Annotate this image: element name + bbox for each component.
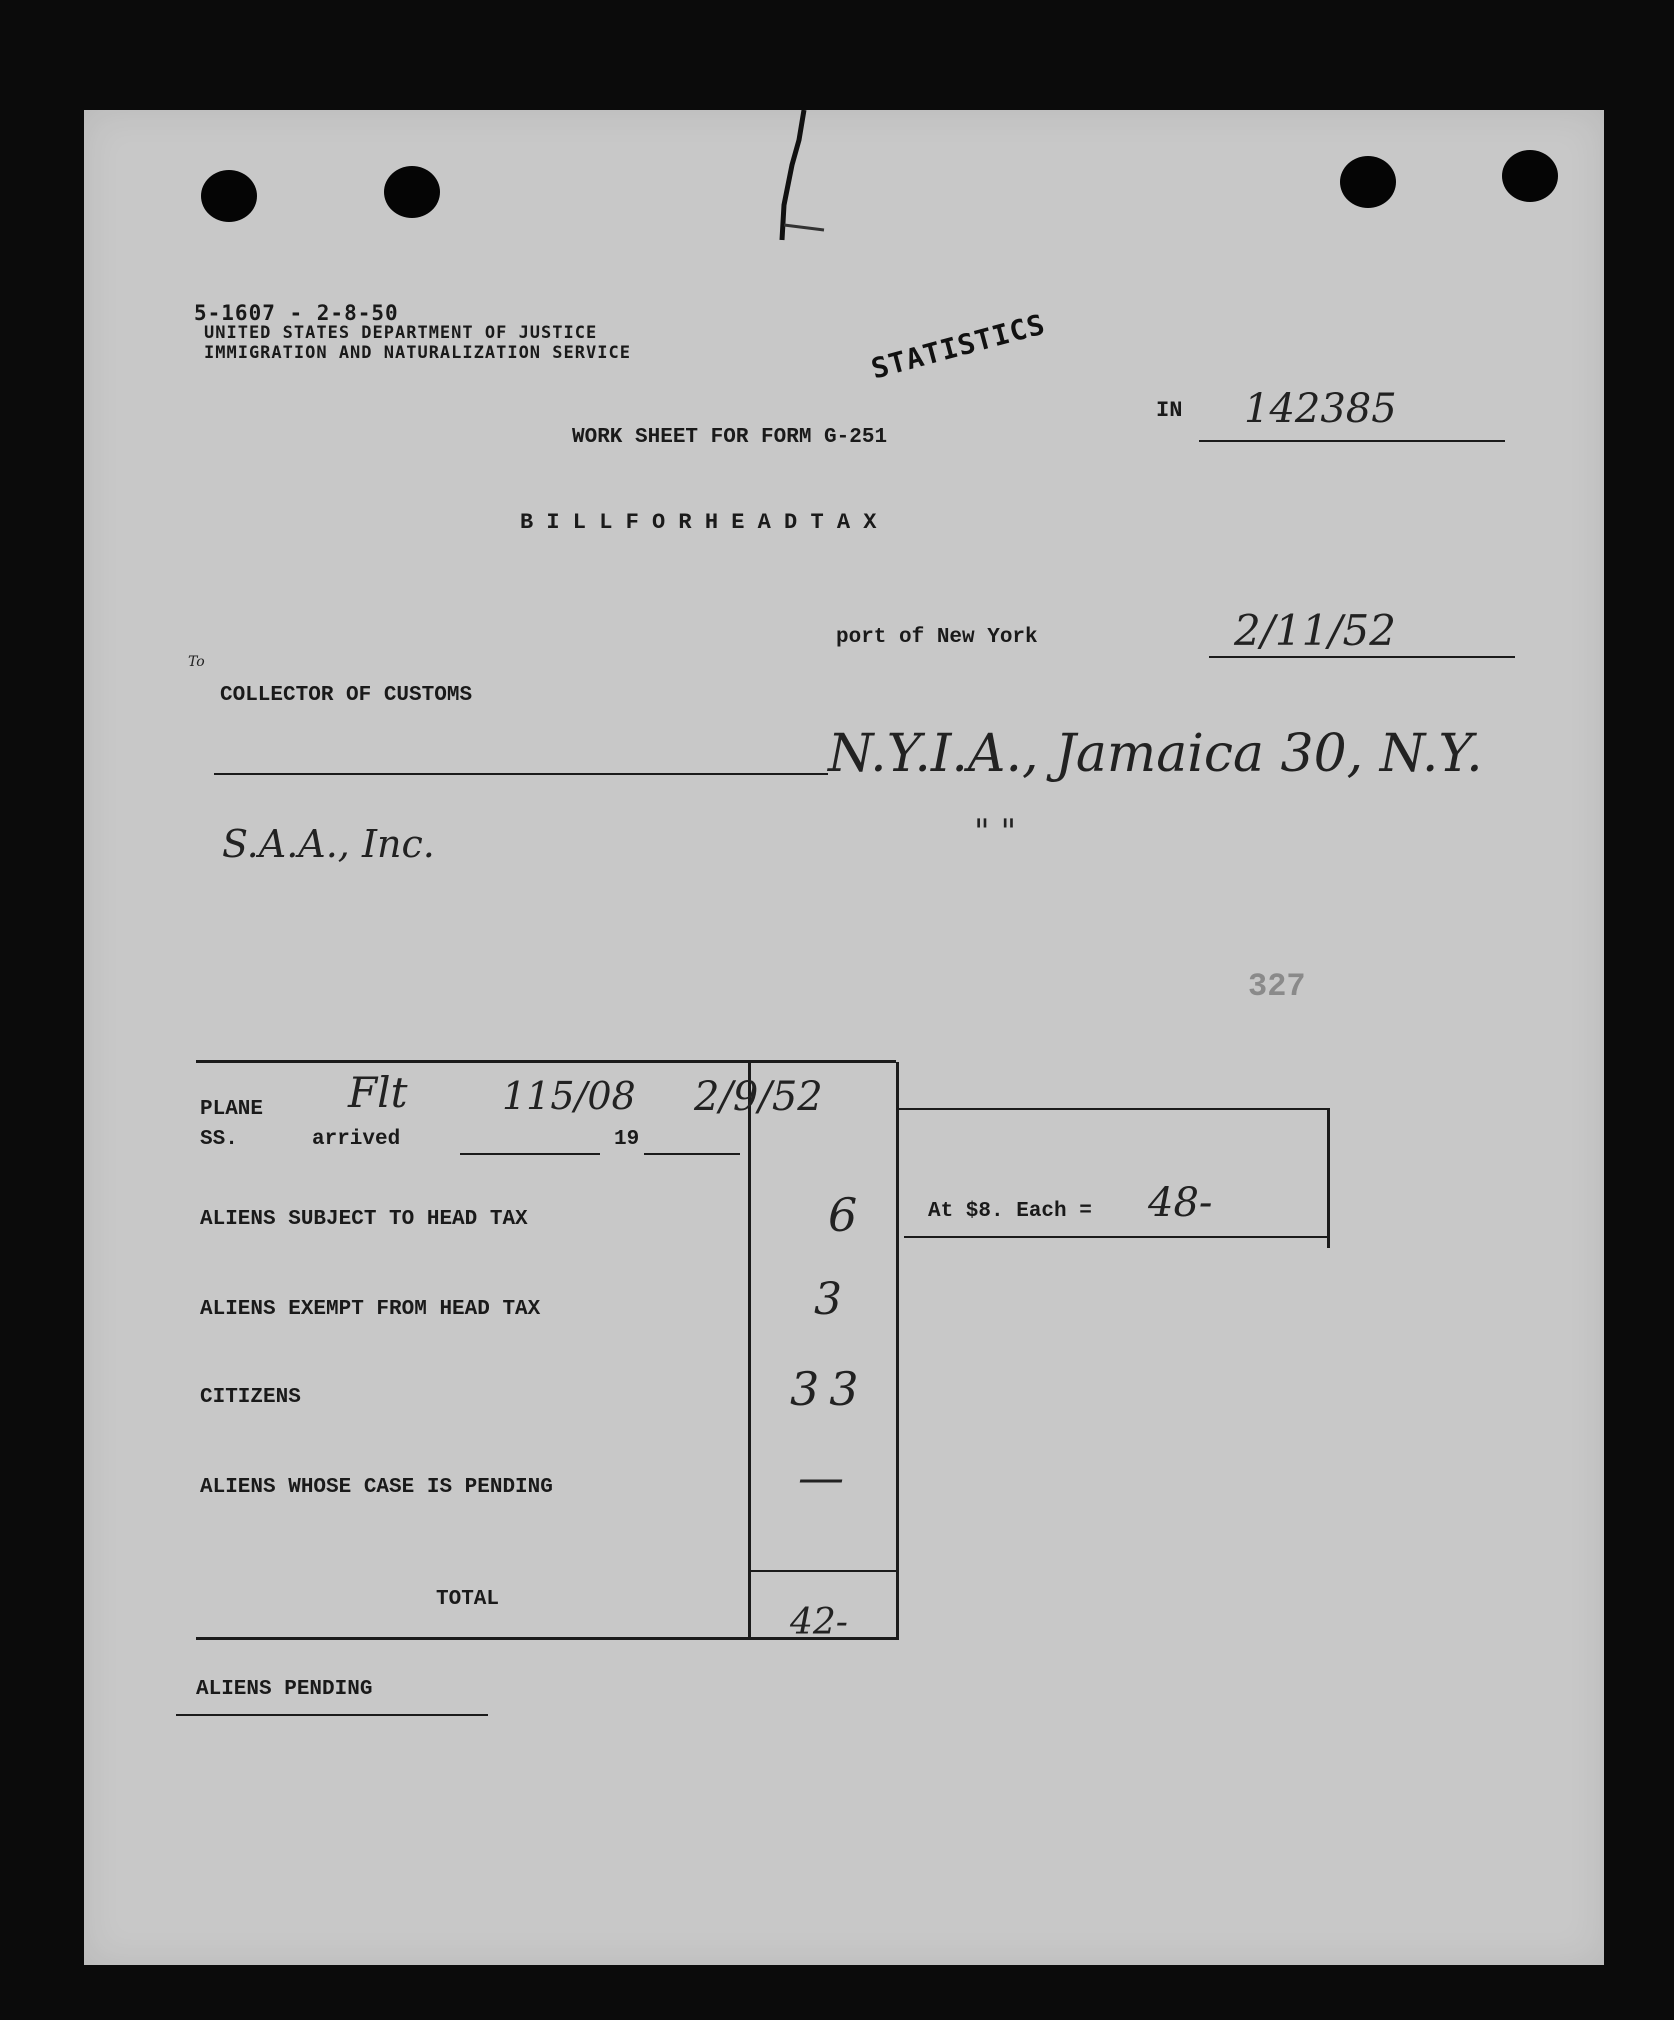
collector-location: N.Y.I.A., Jamaica 30, N.Y. (828, 724, 1483, 784)
row-label-pending: ALIENS WHOSE CASE IS PENDING (200, 1476, 553, 1499)
total-label: TOTAL (436, 1588, 500, 1611)
row-label-exempt: ALIENS EXEMPT FROM HEAD TAX (200, 1298, 541, 1321)
rate-total: 48- (1148, 1180, 1213, 1226)
year-underline (644, 1153, 740, 1155)
worksheet-title: WORK SHEET FOR FORM G-251 (572, 426, 888, 449)
flight-label: Flt (348, 1068, 408, 1117)
collector-label: COLLECTOR OF CUSTOMS (220, 684, 473, 707)
collector-underline (214, 773, 828, 775)
date-underline (1209, 656, 1515, 658)
page-number: 327 (1248, 968, 1306, 1005)
table-column-divider-right (896, 1062, 899, 1637)
service-name: IMMIGRATION AND NATURALIZATION SERVICE (204, 343, 631, 363)
total-divider (748, 1570, 898, 1572)
aliens-pending-underline (176, 1714, 488, 1716)
rate-box-bottom (904, 1236, 1330, 1238)
department-name: UNITED STATES DEPARTMENT OF JUSTICE (204, 323, 598, 343)
arrival-date: 2/9/52 (694, 1074, 823, 1120)
aliens-pending-label: ALIENS PENDING (196, 1678, 373, 1701)
arrived-underline (460, 1153, 600, 1155)
in-number: 142385 (1244, 386, 1397, 432)
rate-label: At $8. Each = (928, 1200, 1092, 1223)
in-number-underline (1199, 440, 1505, 442)
arrived-label: arrived (312, 1128, 401, 1151)
table-column-divider-left (748, 1062, 751, 1637)
collector-prefix: To (188, 654, 205, 670)
document-page (84, 110, 1604, 1965)
statistics-stamp: STATISTICS (867, 307, 1049, 386)
table-top-border (196, 1060, 896, 1063)
total-value: 42- (790, 1602, 848, 1643)
ss-label: SS. (200, 1128, 238, 1151)
row-value-subject: 6 (828, 1188, 858, 1242)
row-value-citizens: 33 (790, 1362, 869, 1416)
carrier-name: S.A.A., Inc. (222, 822, 435, 866)
flight-number: 115/08 (502, 1074, 636, 1118)
plane-label: PLANE (200, 1098, 264, 1121)
rate-box-right (1327, 1108, 1330, 1248)
punch-hole (1340, 156, 1396, 208)
row-label-citizens: CITIZENS (200, 1386, 301, 1409)
year-prefix: 19 (614, 1128, 640, 1151)
row-value-exempt: 3 (814, 1274, 842, 1325)
rate-box-top (896, 1108, 1328, 1110)
ditto-marks: " " (974, 812, 1017, 852)
form-number: 5-1607 - 2-8-50 (194, 301, 399, 325)
port-label: port of New York (836, 626, 1038, 649)
punch-hole (201, 170, 257, 222)
tear-mark (764, 110, 834, 250)
bill-title: B I L L F O R H E A D T A X (520, 510, 877, 535)
row-label-subject: ALIENS SUBJECT TO HEAD TAX (200, 1208, 528, 1231)
row-value-pending: — (798, 1450, 844, 1504)
punch-hole (1502, 150, 1558, 202)
bill-date: 2/11/52 (1234, 606, 1396, 655)
punch-hole (384, 166, 440, 218)
in-label: IN (1156, 398, 1183, 423)
